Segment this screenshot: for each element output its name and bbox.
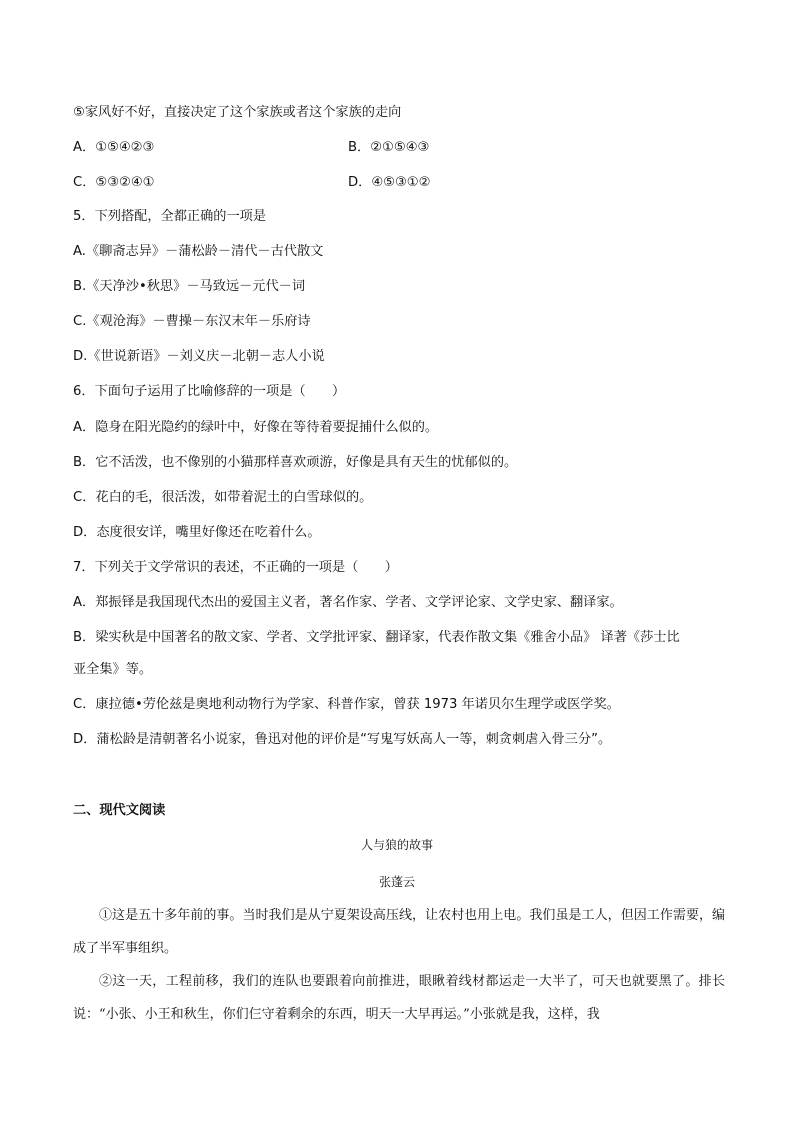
q5-option-d: D.《世说新语》－刘义庆－北朝－志人小说 [73, 349, 325, 364]
q6-option-a: A．隐身在阳光隐约的绿叶中，好像在等待着要捉捕什么似的。 [73, 420, 439, 435]
q4-item-5: ⑤家风好不好，直接决定了这个家族或者这个家族的走向 [73, 105, 402, 120]
q7-option-b-line2: 亚全集》等。 [73, 662, 153, 677]
q7-option-a: A．郑振铎是我国现代杰出的爱国主义者，著名作家、学者、文学评论家、文学史家、翻译家。 [73, 595, 623, 610]
q4-option-c: C．⑤③②④① [73, 175, 155, 190]
q6-option-c: C．花白的毛，很活泼，如带着泥土的白雪球似的。 [73, 490, 373, 505]
q4-option-b: B．②①⑤④③ [348, 140, 430, 155]
article-paragraph-1: ①这是五十多年前的事。当时我们是从宁夏架设高压线，让农村也用上电。我们虽是工人，但因工作需要，编成了半军事组织。 [73, 908, 725, 956]
article-author: 张蓬云 [378, 875, 415, 889]
article-paragraph-2: ②这一天，工程前移，我们的连队也要跟着向前推进，眼瞅着线材都运走一大半了，可天也就要黑了。排长说：“小张、小王和秋生，你们仨守着剩余的东西，明天一大早再运。”小张就是我，这样，我 [73, 974, 725, 1022]
q5-option-b: B.《天净沙•秋思》－马致远－元代－词 [73, 279, 306, 294]
section-heading: 二、现代文阅读 [73, 803, 166, 818]
q4-option-d: D．④⑤③①② [348, 175, 431, 190]
q5-option-c: C.《观沧海》－曹操－东汉末年－乐府诗 [73, 314, 311, 329]
q7-option-b-line1: B．梁实秋是中国著名的散文家、学者、文学批评家、翻译家，代表作散文集《雅舍小品》 译著《莎士比 [73, 630, 680, 645]
q6-stem: 6．下面句子运用了比喻修辞的一项是（ ） [73, 384, 346, 399]
q6-option-d: D．态度很安详，嘴里好像还在吃着什么。 [73, 525, 321, 540]
q7-stem: 7．下列关于文学常识的表述，不正确的一项是（ ） [73, 560, 398, 575]
q6-option-b: B．它不活泼，也不像别的小猫那样喜欢顽游，好像是具有天生的忧郁似的。 [73, 455, 518, 470]
q5-stem: 5．下列搭配，全都正确的一项是 [73, 209, 267, 224]
article-title: 人与狼的故事 [360, 838, 433, 852]
q5-option-a: A.《聊斋志异》－蒲松龄－清代－古代散文 [73, 244, 324, 259]
q7-option-c: C．康拉德•劳伦兹是奥地利动物行为学家、科普作家，曾获 1973 年诺贝尔生理学或医学奖。 [73, 697, 620, 712]
q7-option-d: D．蒲松龄是清朝著名小说家，鲁迅对他的评价是“写鬼写妖高人一等，刺贪刺虐入骨三分”。 [73, 732, 612, 747]
q4-option-a: A．①⑤④②③ [73, 140, 155, 155]
